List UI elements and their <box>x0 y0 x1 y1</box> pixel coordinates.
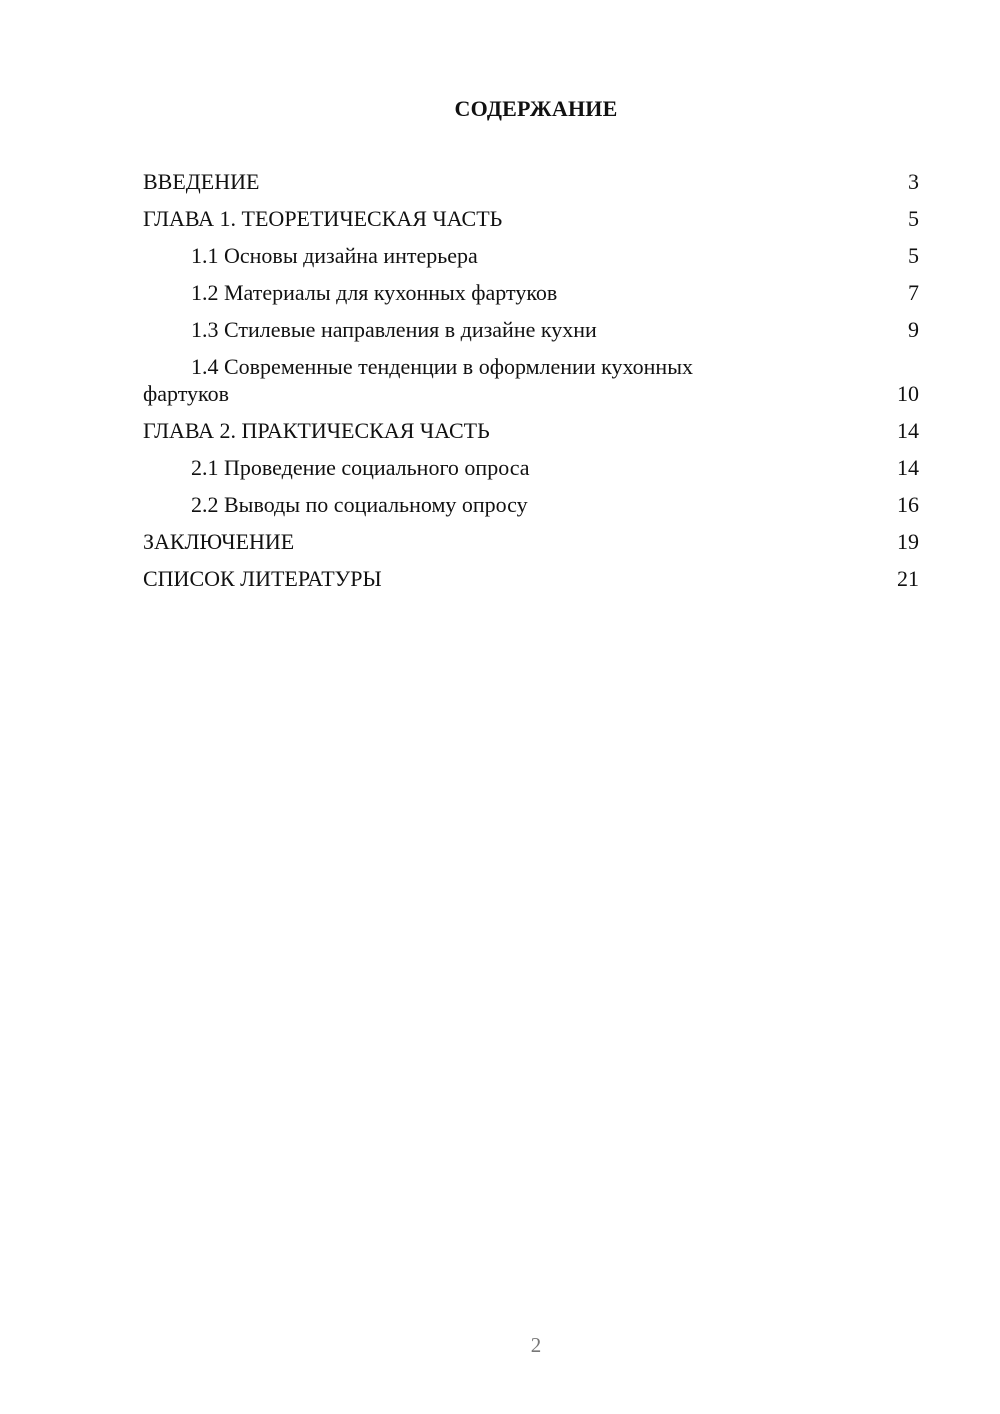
toc-entry-label: СПИСОК ЛИТЕРАТУРЫ <box>143 566 382 591</box>
toc-entry-section-2-2[interactable] <box>143 491 919 518</box>
toc-entry-label: 1.1 Основы дизайна интерьера <box>191 243 478 268</box>
toc-entry-label: ВВЕДЕНИЕ <box>143 169 260 194</box>
toc-entry-bibliography[interactable] <box>143 565 919 592</box>
toc-entry-label: 1.2 Материалы для кухонных фартуков <box>191 280 558 305</box>
toc-entry-label: ЗАКЛЮЧЕНИЕ <box>143 529 295 554</box>
toc-entry-page: 9 <box>908 317 919 342</box>
toc-entry-section-1-3[interactable] <box>143 316 919 343</box>
toc-entry-section-1-1[interactable] <box>143 242 919 269</box>
toc-entry-page: 21 <box>897 566 919 591</box>
toc-entry-label: 1.3 Стилевые направления в дизайне кухни <box>191 317 597 342</box>
toc-entry-section-2-1[interactable] <box>143 454 919 481</box>
toc-entry-page: 5 <box>908 243 919 268</box>
toc-entry-introduction[interactable] <box>143 168 919 195</box>
page-title: СОДЕРЖАНИЕ <box>454 96 618 121</box>
table-of-contents <box>143 168 919 602</box>
toc-entry-chapter-2[interactable] <box>143 417 919 444</box>
toc-entry-page: 19 <box>897 529 919 554</box>
toc-entry-label: ГЛАВА 1. ТЕОРЕТИЧЕСКАЯ ЧАСТЬ <box>143 206 503 231</box>
toc-entry-page: 3 <box>908 169 919 194</box>
page-number: 2 <box>530 1333 542 1357</box>
toc-entry-page: 7 <box>908 280 919 305</box>
toc-entry-page: 16 <box>897 492 919 517</box>
toc-entry-label: 1.4 Современные тенденции в оформлении кухонных фартуков <box>143 354 693 406</box>
toc-entry-label: 2.2 Выводы по социальному опросу <box>191 492 528 517</box>
toc-entry-label: 2.1 Проведение социального опроса <box>191 455 530 480</box>
toc-entry-section-1-2[interactable] <box>143 279 919 306</box>
toc-entry-conclusion[interactable] <box>143 528 919 555</box>
toc-entry-page: 5 <box>908 206 919 231</box>
toc-entry-section-1-4[interactable] <box>143 353 919 407</box>
toc-entry-label: ГЛАВА 2. ПРАКТИЧЕСКАЯ ЧАСТЬ <box>143 418 490 443</box>
toc-entry-page: 10 <box>897 381 919 406</box>
toc-entry-page: 14 <box>897 455 919 480</box>
toc-entry-page: 14 <box>897 418 919 443</box>
toc-entry-chapter-1[interactable] <box>143 205 919 232</box>
